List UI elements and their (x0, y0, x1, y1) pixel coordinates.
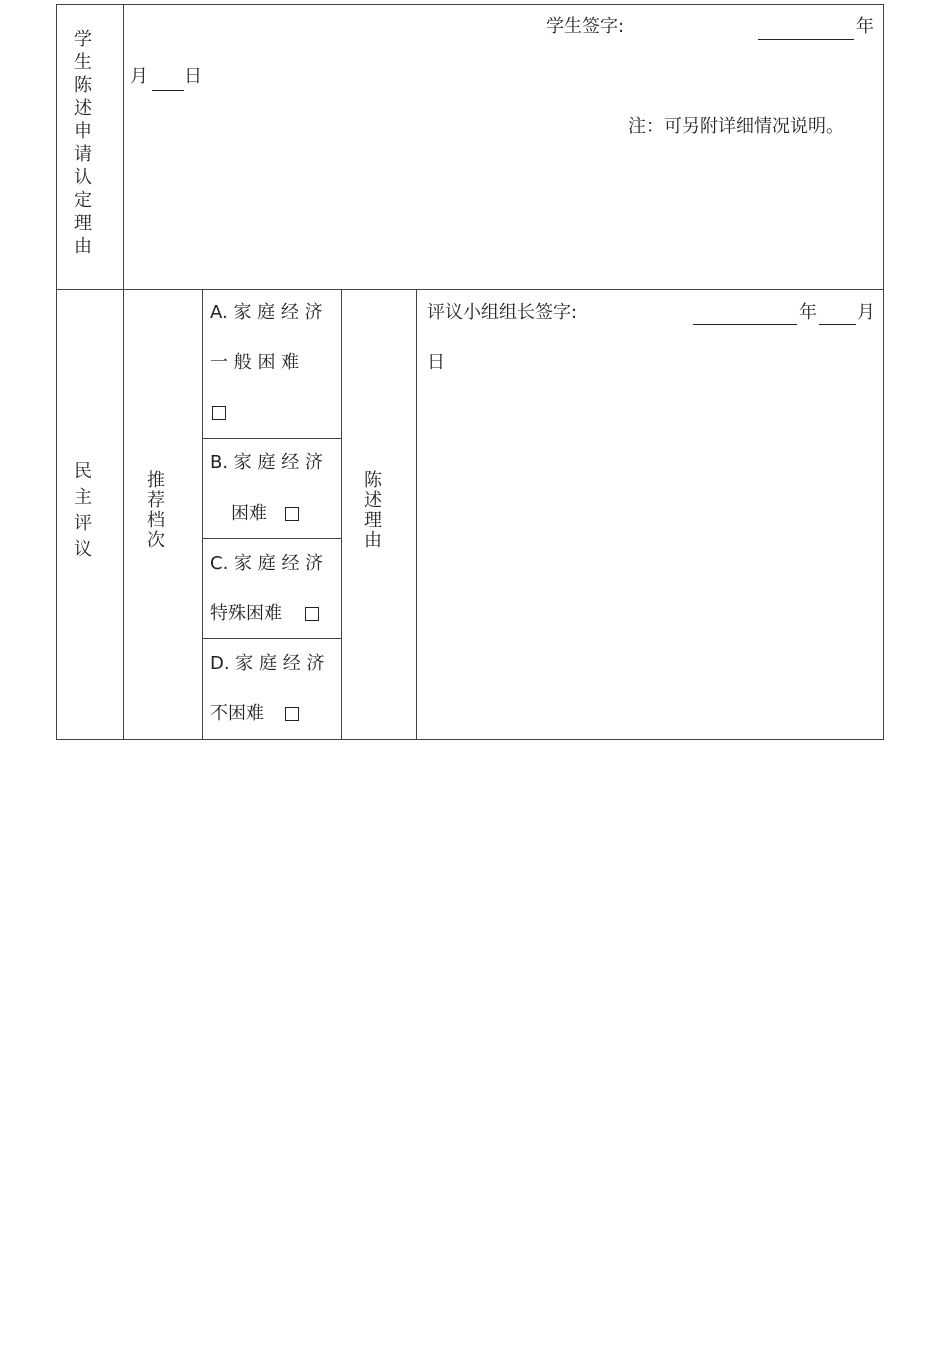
table-border-left (56, 4, 57, 740)
option-row-divider-1 (202, 438, 342, 439)
label-char: 评 (74, 513, 92, 534)
option-a-checkbox[interactable] (212, 406, 226, 420)
option-column-divider (341, 289, 342, 740)
democratic-review-label (72, 463, 94, 559)
student-signature-label: 学生签字: (546, 16, 625, 37)
label-char: 议 (74, 539, 92, 560)
label-char: 推 (147, 470, 165, 491)
statement-month-label: 月 (130, 66, 148, 87)
review-month-label: 月 (857, 302, 875, 323)
table-border-right (883, 4, 884, 740)
student-signature-line[interactable] (758, 39, 854, 40)
label-char: 申 (74, 121, 92, 142)
student-statement-label (72, 31, 94, 256)
option-b-line1: B. 家 庭 经 济 (210, 452, 323, 473)
review-day-label: 日 (427, 352, 445, 373)
table-border-top (56, 4, 884, 5)
label-char: 民 (74, 461, 92, 482)
label-char: 主 (74, 487, 92, 508)
label-char: 由 (74, 236, 92, 257)
label-char: 由 (364, 530, 382, 551)
label-char: 定 (74, 190, 92, 211)
statement-year-label: 年 (856, 16, 874, 37)
option-d-checkbox[interactable] (285, 707, 299, 721)
level-column-divider (202, 289, 203, 740)
leader-signature-label: 评议小组组长签字: (427, 302, 578, 323)
label-char: 述 (74, 98, 92, 119)
statement-reason-label (362, 472, 384, 550)
leader-signature-line[interactable] (693, 324, 797, 325)
table-divider-mid (56, 289, 884, 290)
option-row-divider-2 (202, 538, 342, 539)
review-year-label: 年 (799, 302, 817, 323)
option-c-checkbox[interactable] (305, 607, 319, 621)
label-char: 认 (74, 167, 92, 188)
option-d-line2: 不困难 (210, 703, 264, 724)
label-char: 理 (364, 510, 382, 531)
option-c-line1: C. 家 庭 经 济 (210, 553, 324, 574)
label-char: 理 (74, 213, 92, 234)
statement-day-blank[interactable] (152, 90, 184, 91)
option-d-line1: D. 家 庭 经 济 (210, 653, 325, 674)
option-row-divider-3 (202, 638, 342, 639)
option-b-checkbox[interactable] (285, 507, 299, 521)
label-char: 陈 (364, 470, 382, 491)
label-char: 陈 (74, 75, 92, 96)
table-border-bottom (56, 739, 884, 740)
label-column-divider (123, 4, 124, 740)
option-a-line1: A. 家 庭 经 济 (210, 302, 323, 323)
option-c-line2: 特殊困难 (210, 603, 282, 624)
recommended-level-label (145, 472, 167, 550)
label-char: 学 (74, 29, 92, 50)
option-b-line2: 困难 (231, 503, 267, 524)
option-a-line2: 一 般 困 难 (210, 352, 300, 373)
label-char: 次 (147, 530, 165, 551)
statement-day-label: 日 (184, 66, 202, 87)
reason-column-divider (416, 289, 417, 740)
label-char: 荐 (147, 490, 165, 511)
statement-note: 注：可另附详细情况说明。 (628, 116, 844, 137)
label-char: 请 (74, 144, 92, 165)
label-char: 档 (147, 510, 165, 531)
label-char: 述 (364, 490, 382, 511)
label-char: 生 (74, 52, 92, 73)
review-month-blank[interactable] (819, 324, 856, 325)
